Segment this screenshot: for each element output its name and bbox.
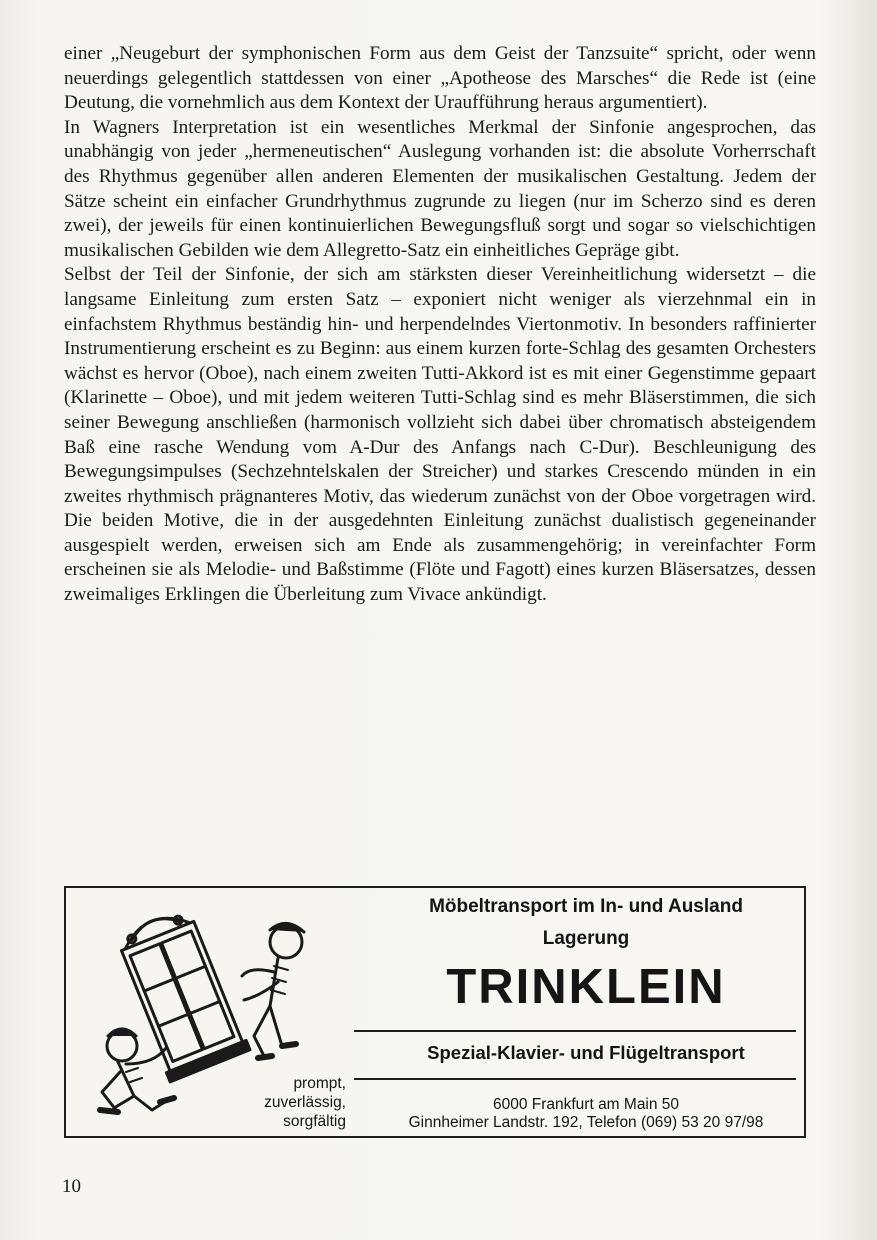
- advertisement-box: [64, 886, 806, 1138]
- ad-divider-top: [354, 1030, 796, 1032]
- ad-storage-line: Lagerung: [542, 928, 630, 949]
- ad-address-street: Ginnheimer Landstr. 192, Telefon (069) 53 20 97/98: [408, 1114, 764, 1131]
- ad-slogan-line: zuverlässig,: [264, 1094, 346, 1111]
- ad-slogan-line: sorgfältig: [283, 1113, 346, 1130]
- ad-address-city: 6000 Frankfurt am Main 50: [492, 1096, 680, 1113]
- ad-address: [366, 1096, 806, 1132]
- ad-slogan: [206, 1074, 346, 1131]
- ad-brand-name: TRINKLEIN: [446, 960, 726, 1014]
- ad-slogan-line: prompt,: [293, 1075, 346, 1092]
- ad-specialty-line: Spezial-Klavier- und Flügeltransport: [427, 1042, 745, 1063]
- ad-divider-bottom: [354, 1078, 796, 1080]
- article-body: [64, 42, 816, 608]
- paragraph-2: In Wagners Interpretation ist ein wesentliches Merkmal der Sinfonie angesprochen, das unabhängig von jeder „hermeneutischen“ Auslegung vorhanden ist: die absolute Vorherrschaft des Rhythmus gegenüber allen anderen Elementen der musikalischen Gestaltung. Jedem der Sätze scheint ein einfacher Grundrhythmus zugrunde zu liegen (nur im Scherzo sind es deren zwei), der jeweils für einen kontinuierlichen Bewegungsfluß sorgt und sogar so vielschichtigen musikalischen Gebilden wie dem Allegretto-Satz ein einheitliches Gepräge gibt.: [64, 116, 816, 261]
- page-number: 10: [62, 1176, 81, 1197]
- ad-service-line: Möbeltransport im In- und Ausland: [429, 896, 743, 917]
- paragraph-1: einer „Neugeburt der symphonischen Form aus dem Geist der Tanzsuite“ spricht, oder wenn neuerdings gelegentlich stattdessen von einer „Apotheose des Marsches“ die Rede ist (eine Deutung, die vornehmlich aus dem Kontext der Uraufführung heraus argumentiert).: [64, 43, 816, 114]
- paragraph-3: Selbst der Teil der Sinfonie, der sich am stärksten dieser Vereinheitlichung widersetzt – die langsame Einleitung zum ersten Satz – exponiert nicht weniger als vierzehnmal ein in einfachstem Rhythmus beständig hin- und herpendelndes Viertonmotiv. In besonders raffinierter Instrumentierung erscheint es zu Beginn: aus einem kurzen forte-Schlag des gesamten Orchesters wächst es hervor (Oboe), nach einem zweiten Tutti-Akkord ist es mit einer Gegenstimme gepaart (Klarinette – Oboe), und mit jedem weiteren Tutti-Schlag sind es mehr Bläserstimmen, die sich seiner Bewegung anschließen (harmonisch vollzieht sich dabei über chromatisch absteigendem Baß eine rasche Wendung vom A-Dur des Anfangs nach C-Dur). Beschleunigung des Bewegungsimpulses (Sechzehntelskalen der Streicher) und starkes Crescendo münden in ein zweites rhythmisch prägnanteres Motiv, das wiederum zunächst von der Oboe vorgetragen wird. Die beiden Motive, die in der ausgedehnten Einleitung zunächst dualistisch gegeneinander ausgespielt werden, erweisen sich am Ende als zusammengehörig; in vereinfachter Form erscheinen sie als Melodie- und Baßstimme (Flöte und Fagott) eines kurzen Bläsersatzes, dessen zweimaliges Erklingen die Überleitung zum Vivace ankündigt.: [64, 264, 816, 606]
